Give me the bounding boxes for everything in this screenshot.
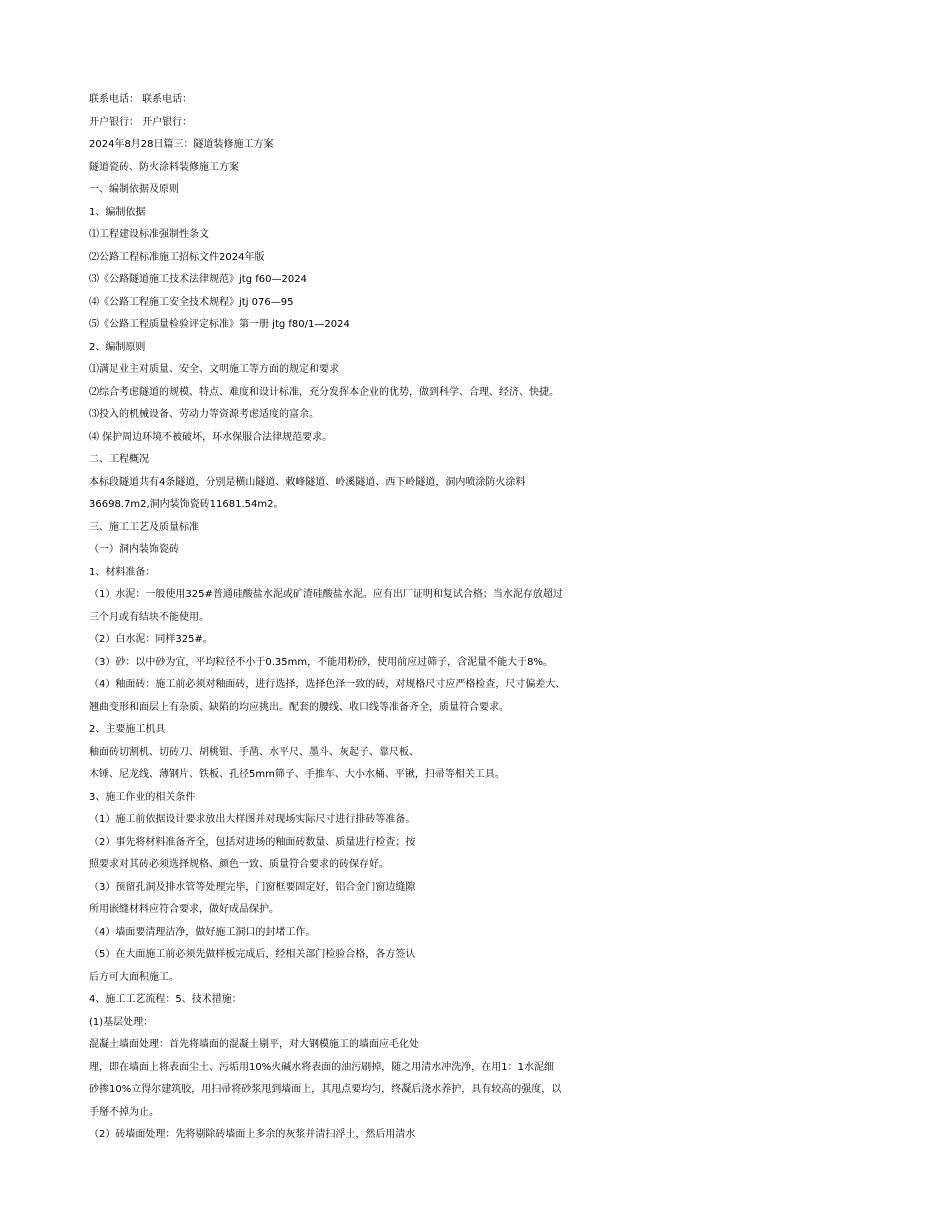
text-line: ⑶《公路隧道施工技术法律规范》jtg f60—2024: [89, 274, 307, 285]
text-line: 二、工程概况: [89, 454, 149, 465]
text-line: 翘曲变形和面层上有杂质、缺陷的均应挑出。配套的腰线、收口线等准备齐全，质量符合要求。: [89, 701, 509, 713]
text-line: 所用嵌缝材料应符合要求，做好成品保护。: [89, 904, 279, 915]
text-line: （4）釉面砖：施工前必须对釉面砖，进行选择，选择色泽一致的砖，对规格尺寸应严格检查，尺寸偏差大、: [89, 679, 566, 690]
text-line: 理，即在墙面上将表面尘土、污垢用10%火碱水将表面的油污刷掉，随之用清水冲洗净，在用1：1水泥细: [89, 1061, 554, 1073]
text-line: (1)基层处理：: [89, 1016, 154, 1028]
text-line: 1、材料准备：: [89, 566, 156, 578]
text-line: 36698.7m2,洞内装饰瓷砖11681.54m2。: [89, 499, 284, 510]
text-line: （2）白水泥：同样325#。: [89, 634, 213, 645]
text-line: 开户银行： 开户银行：: [89, 116, 193, 128]
text-line: 2、编制原则: [89, 341, 146, 353]
text-line: 3、施工作业的相关条件: [89, 791, 196, 803]
text-line: （3）预留孔洞及排水管等处理完毕，门窗框要固定好，铝合金门窗边缝隙: [89, 881, 416, 893]
text-line: ⑵综合考虑隧道的规模、特点、难度和设计标准，充分发挥本企业的优势，做到科学、合理、经济、快捷。: [89, 386, 559, 398]
text-line: ⑷ 保护周边环境不被破坏，环水保服合法律规范要求。: [89, 431, 333, 443]
text-line: 一、编制依据及原则: [89, 184, 179, 195]
text-line: （1）施工前依据设计要求放出大样图并对现场实际尺寸进行排砖等准备。: [89, 814, 416, 825]
text-line: 三、施工工艺及质量标准: [89, 521, 199, 533]
text-line: （3）砂：以中砂为宜，平均粒径不小于0.35mm，不能用粉砂，使用前应过筛子，含泥量不能大于8%。: [89, 656, 553, 668]
text-line: 木锤、尼龙线、薄钢片、铁板、孔径5mm筛子、手推车、大小水桶、平锹，扫帚等相关工具。: [89, 769, 505, 780]
text-line: ⑴工程建设标准强制性条文: [89, 229, 209, 240]
text-line: 本标段隧道共有4条隧道，分别是横山隧道、敕峰隧道、岭溪隧道、西下岭隧道，洞内喷涂防火涂料: [89, 476, 526, 488]
text-line: （5）在大面施工前必须先做样板完成后，经相关部门检验合格，各方签认: [89, 949, 416, 960]
text-line: 2、主要施工机具: [89, 724, 166, 735]
text-line: 1、编制依据: [89, 206, 146, 218]
text-line: 后方可大面积施工。: [89, 971, 179, 983]
text-line: ⑵公路工程标准施工招标文件2024年版: [89, 251, 265, 263]
text-line: 釉面砖切割机、切砖刀、胡桃钳、手凿、水平尺、墨斗、灰起子、靠尺板、: [89, 746, 419, 758]
text-line: （1）水泥：一般使用325#普通硅酸盐水泥或矿渣硅酸盐水泥。应有出厂证明和复试合格；当水泥存放超过: [89, 589, 563, 600]
text-line: ⑴满足业主对质量、安全、文明施工等方面的规定和要求: [89, 364, 339, 375]
text-line: ⑸《公路工程质量检验评定标准》第一册 jtg f80/1—2024: [89, 319, 350, 330]
text-line: （4）墙面要清理洁净，做好施工洞口的封堵工作。: [89, 926, 316, 938]
text-line: 2024年8月28日篇三：隧道装修施工方案: [89, 139, 274, 150]
text-line: 4、施工工艺流程：5、技术措施：: [89, 994, 242, 1005]
text-line: （2）事先将材料准备齐全，包括对进场的釉面砖数量、质量进行检查；按: [89, 836, 416, 848]
text-line: 砂掺10%立得尔建筑胶，用扫帚将砂浆甩到墙面上，其甩点要均匀，终凝后浇水养护，具有较高的强度，以: [89, 1084, 562, 1095]
text-line: 三个月或有结块不能使用。: [89, 611, 209, 623]
text-line: 联系电话： 联系电话：: [89, 94, 193, 105]
text-line: 照要求对其砖必须选择规格、颜色一致、质量符合要求的砖保存好。: [89, 859, 389, 870]
text-line: ⑷《公路工程施工安全技术规程》jtj 076—95: [89, 296, 294, 308]
text-line: ⑶投入的机械设备、劳动力等资源考虑适度的富余。: [89, 409, 319, 420]
text-line: 混凝土墙面处理：首先将墙面的混凝土剔平，对大钢模施工的墙面应毛化处: [89, 1039, 419, 1050]
document-page: [89, 89, 869, 1147]
text-line: 隧道瓷砖、防火涂料装修施工方案: [89, 161, 239, 173]
text-line: （2）砖墙面处理：先将剔除砖墙面上多余的灰浆并清扫浮土，然后用清水: [89, 1129, 416, 1140]
text-line: （一）洞内装饰瓷砖: [89, 544, 179, 555]
text-line: 手掰不掉为止。: [89, 1106, 159, 1118]
